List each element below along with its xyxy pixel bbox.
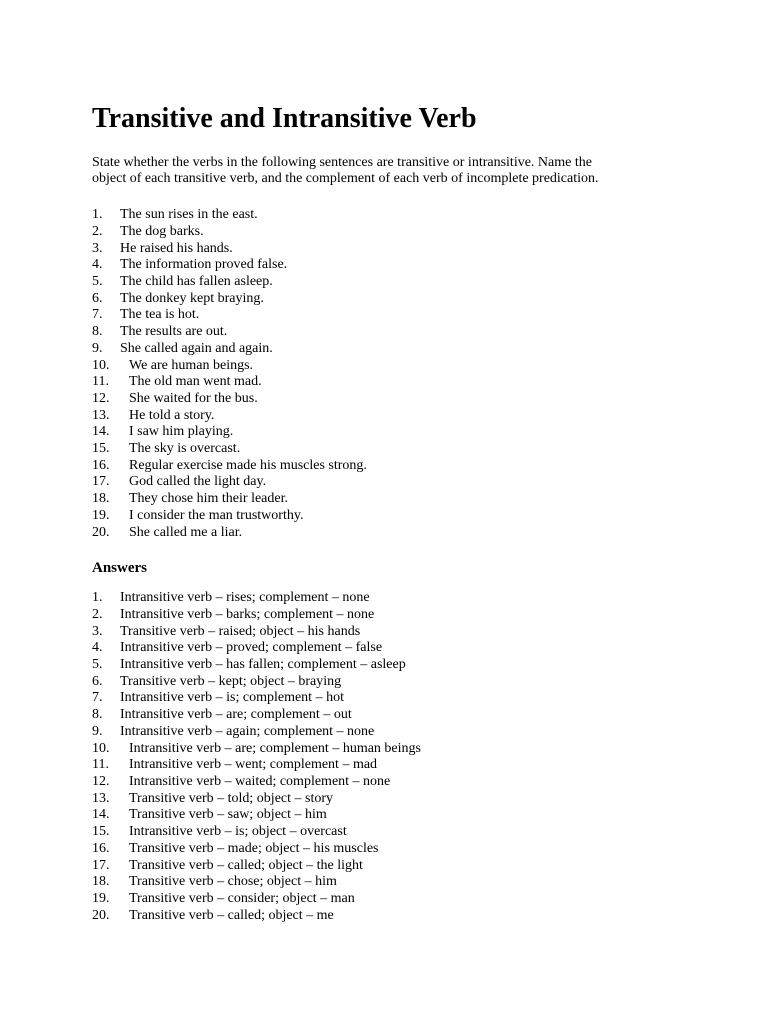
item-number: 1. (92, 207, 103, 223)
answers-heading: Answers (92, 560, 147, 577)
item-number: 20. (92, 524, 110, 540)
item-number: 8. (92, 324, 103, 340)
item-number: 16. (92, 840, 110, 856)
question-row (92, 458, 688, 475)
item-number: 17. (92, 474, 110, 490)
question-row (92, 224, 688, 241)
item-number: 13. (92, 790, 110, 806)
item-text: Transitive verb – consider; object – man (129, 890, 355, 906)
item-text: The donkey kept braying. (120, 290, 264, 306)
item-number: 5. (92, 657, 103, 673)
item-number: 15. (92, 824, 110, 840)
question-row (92, 207, 688, 224)
item-number: 4. (92, 257, 103, 273)
question-row (92, 291, 688, 308)
question-row (92, 324, 688, 341)
item-number: 17. (92, 857, 110, 873)
answer-row (92, 707, 688, 724)
item-text: Transitive verb – raised; object – his hands (120, 623, 361, 639)
question-row (92, 307, 688, 324)
item-text: We are human beings. (129, 357, 254, 373)
item-number: 2. (92, 223, 103, 239)
item-text: Transitive verb – saw; object – him (129, 807, 327, 823)
answers-list (92, 590, 688, 924)
item-text: Transitive verb – called; object – me (129, 907, 334, 923)
answer-row (92, 607, 688, 624)
question-row (92, 391, 688, 408)
document-title: Transitive and Intransitive Verb (92, 103, 477, 134)
item-number: 2. (92, 606, 103, 622)
answer-row (92, 824, 688, 841)
item-text: The dog barks. (120, 223, 204, 239)
answer-row (92, 841, 688, 858)
item-text: Transitive verb – chose; object – him (129, 874, 337, 890)
item-text: She waited for the bus. (129, 390, 258, 406)
question-row (92, 474, 688, 491)
question-row (92, 257, 688, 274)
item-number: 14. (92, 424, 110, 440)
item-text: She called me a liar. (129, 524, 243, 540)
answer-row (92, 624, 688, 641)
item-text: He raised his hands. (120, 240, 233, 256)
item-number: 15. (92, 441, 110, 457)
answer-row (92, 791, 688, 808)
intro-paragraph (92, 155, 667, 187)
item-number: 12. (92, 773, 110, 789)
item-text: Intransitive verb – are; complement – human beings (129, 740, 421, 756)
item-number: 20. (92, 907, 110, 923)
item-text: Intransitive verb – has fallen; complement – asleep (120, 657, 406, 673)
item-number: 7. (92, 307, 103, 323)
answer-row (92, 657, 688, 674)
item-number: 1. (92, 590, 103, 606)
answer-row (92, 724, 688, 741)
item-text: The sky is overcast. (129, 441, 241, 457)
question-row (92, 525, 688, 542)
item-number: 9. (92, 723, 103, 739)
item-text: God called the light day. (129, 474, 267, 490)
item-text: The information proved false. (120, 257, 288, 273)
item-text: Intransitive verb – barks; complement – none (120, 606, 375, 622)
answer-row (92, 774, 688, 791)
item-text: The old man went mad. (129, 374, 262, 390)
item-number: 13. (92, 407, 110, 423)
item-text: Transitive verb – called; object – the light (129, 857, 363, 873)
answer-row (92, 874, 688, 891)
item-number: 11. (92, 757, 109, 773)
answer-row (92, 590, 688, 607)
item-text: Transitive verb – made; object – his muscles (129, 840, 379, 856)
item-text: Intransitive verb – went; complement – mad (129, 757, 378, 773)
item-number: 6. (92, 673, 103, 689)
item-text: The tea is hot. (120, 307, 200, 323)
answer-row (92, 640, 688, 657)
question-row (92, 408, 688, 425)
item-text: I saw him playing. (129, 424, 234, 440)
item-text: Intransitive verb – again; complement – none (120, 723, 375, 739)
intro-line-2: object of each transitive verb, and the complement of each verb of incomplete predication. (92, 171, 599, 187)
item-text: Intransitive verb – proved; complement – false (120, 640, 383, 656)
answer-row (92, 807, 688, 824)
item-number: 8. (92, 707, 103, 723)
item-text: I consider the man trustworthy. (129, 507, 304, 523)
answer-row (92, 757, 688, 774)
item-text: Intransitive verb – are; complement – out (120, 707, 352, 723)
item-number: 18. (92, 491, 110, 507)
item-number: 14. (92, 807, 110, 823)
answer-row (92, 908, 688, 925)
item-number: 7. (92, 690, 103, 706)
questions-list (92, 207, 688, 541)
item-text: The results are out. (120, 324, 228, 340)
answer-row (92, 858, 688, 875)
item-number: 19. (92, 507, 110, 523)
question-row (92, 241, 688, 258)
item-text: Transitive verb – told; object – story (129, 790, 334, 806)
item-number: 16. (92, 457, 110, 473)
item-number: 6. (92, 290, 103, 306)
item-number: 4. (92, 640, 103, 656)
answer-row (92, 690, 688, 707)
item-number: 10. (92, 740, 110, 756)
item-number: 11. (92, 374, 109, 390)
question-row (92, 274, 688, 291)
answer-row (92, 891, 688, 908)
item-text: He told a story. (129, 407, 215, 423)
item-text: The sun rises in the east. (120, 207, 258, 223)
question-row (92, 508, 688, 525)
question-row (92, 424, 688, 441)
item-text: Transitive verb – kept; object – braying (120, 673, 342, 689)
question-row (92, 441, 688, 458)
intro-line-1: State whether the verbs in the following sentences are transitive or intransitive. Name the (92, 155, 592, 171)
item-number: 3. (92, 240, 103, 256)
item-number: 19. (92, 890, 110, 906)
item-text: Regular exercise made his muscles strong. (129, 457, 367, 473)
item-number: 9. (92, 340, 103, 356)
item-text: Intransitive verb – waited; complement – none (129, 773, 391, 789)
item-number: 3. (92, 623, 103, 639)
item-number: 12. (92, 390, 110, 406)
item-text: She called again and again. (120, 340, 273, 356)
item-text: The child has fallen asleep. (120, 274, 273, 289)
item-text: Intransitive verb – is; complement – hot (120, 690, 344, 706)
answer-row (92, 674, 688, 691)
question-row (92, 374, 688, 391)
item-number: 10. (92, 357, 110, 373)
item-text: Intransitive verb – rises; complement – none (120, 590, 370, 606)
item-number: 18. (92, 874, 110, 890)
item-text: Intransitive verb – is; object – overcast (129, 824, 347, 840)
item-text: They chose him their leader. (129, 491, 288, 507)
answer-row (92, 741, 688, 758)
question-row (92, 358, 688, 375)
question-row (92, 491, 688, 508)
item-number: 5. (92, 274, 103, 289)
question-row (92, 341, 688, 358)
